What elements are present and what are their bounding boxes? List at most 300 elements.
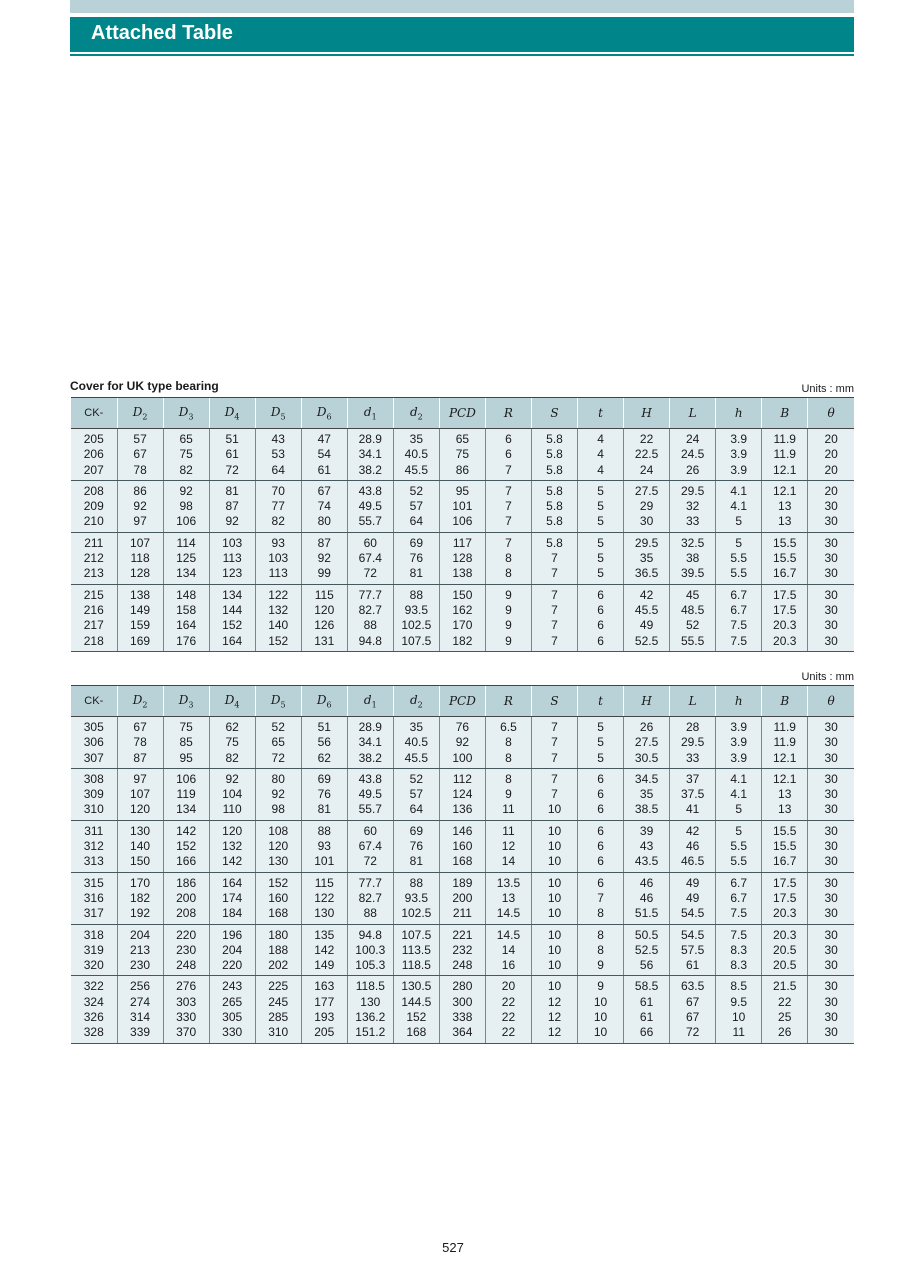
table-cell [485,872,531,924]
cell-value: 35 [639,787,654,802]
cell-value: 7 [551,602,558,617]
cell-value: 75 [455,447,470,462]
cell-value: 215 [83,587,104,602]
cell-value: 67 [133,720,147,734]
cell-value: 132 [268,602,289,617]
table-cell [716,717,762,769]
cell-value: 35 [409,720,424,734]
table-cell [578,924,624,976]
cell-value: 67 [133,447,147,462]
cell-value: 11.9 [773,432,796,446]
cell-value: 57.5 [680,942,705,957]
cell-value: 144 [222,602,243,617]
cell-value: 47 [317,432,331,446]
table-cell [301,872,347,924]
cell-value: 13 [501,890,516,905]
cell-value: 92 [133,499,147,514]
cell-value: 193 [314,1010,335,1025]
cell-value: 10 [732,1010,746,1025]
cell-value: 12 [547,1025,562,1040]
cell-value: 5.8 [546,462,563,477]
cell-value: 42 [685,823,700,838]
table-cell [301,429,347,481]
cell-value: 182 [452,633,473,648]
cell-value: 29.5 [634,535,659,550]
cell-value: 13.5 [496,875,521,890]
column-header: h [716,686,762,717]
table-cell [71,924,117,976]
cell-value: 98 [271,802,285,817]
cell-value: 9 [505,587,512,602]
cell-value: 55.5 [680,633,705,648]
cell-value: 10 [547,802,562,817]
cell-value: 102.5 [401,618,432,633]
cell-value: 225 [268,979,289,994]
cell-value: 13 [778,514,792,529]
cell-value: 104 [222,787,243,802]
table-cell [255,976,301,1043]
cell-value: 8.5 [730,979,748,994]
cell-value: 76 [409,839,424,854]
table-cell [808,820,854,872]
table-cell [762,820,808,872]
column-header: B [762,686,808,717]
cell-value: 6 [597,802,604,817]
cell-value: 8 [505,735,512,750]
cell-value: 35 [409,432,424,446]
cell-value: 318 [83,927,104,942]
cell-value: 16 [501,958,516,973]
cell-value: 7 [551,750,558,765]
cell-value: 60 [363,535,377,550]
cell-value: 20 [824,432,838,446]
table-cell [578,480,624,532]
cell-value: 78 [133,462,147,477]
cell-value: 131 [314,633,335,648]
table-cell [209,924,255,976]
cell-value: 310 [268,1025,289,1040]
cell-value: 82 [179,462,193,477]
cell-value: 75 [225,735,239,750]
cell-value: 322 [83,979,104,994]
cell-value: 61 [685,958,700,973]
table-cell [209,717,255,769]
cell-value: 98 [179,499,193,514]
cell-value: 64 [271,462,285,477]
table-cell [578,584,624,651]
cell-value: 7 [551,771,558,786]
cell-value: 107.5 [401,927,432,942]
cell-value: 319 [83,942,104,957]
table-cell [808,429,854,481]
cell-value: 10 [547,839,562,854]
cell-value: 30 [824,602,838,617]
cell-value: 22 [639,432,654,446]
cell-value: 51 [225,432,239,446]
cell-value: 5 [597,551,604,566]
cell-value: 364 [452,1025,473,1040]
table-cell [301,768,347,820]
table1-units: Units : mm [801,383,854,395]
cell-value: 10 [593,994,608,1009]
cell-value: 15.5 [773,535,797,550]
table-row-group [71,976,854,1043]
cell-value: 210 [83,514,104,529]
cell-value: 30 [824,854,838,869]
cell-value: 5 [597,483,604,498]
cell-value: 192 [130,906,151,921]
cell-value: 3.9 [730,735,748,750]
cell-value: 132 [222,839,243,854]
cell-value: 61 [317,462,331,477]
cell-value: 85 [179,735,193,750]
cell-value: 5 [597,735,604,750]
cell-value: 28.9 [358,720,382,734]
cell-value: 14.5 [496,927,521,942]
cell-value: 33 [685,514,700,529]
table-cell [255,717,301,769]
cell-value: 60 [363,823,377,838]
table-row-group [71,480,854,532]
table-cell [71,872,117,924]
cell-value: 118 [130,551,150,566]
cell-value: 7 [551,633,558,648]
cell-value: 146 [452,823,473,838]
cell-value: 245 [268,994,289,1009]
cell-value: 82 [225,750,239,765]
cell-value: 142 [222,854,243,869]
cell-value: 6 [597,787,604,802]
cell-value: 65 [271,735,285,750]
cell-value: 58.5 [634,979,659,994]
table-cell [439,584,485,651]
cell-value: 134 [222,587,243,602]
cell-value: 30 [824,906,838,921]
table1 [71,397,854,652]
cell-value: 107 [130,535,151,550]
table-cell [762,976,808,1043]
table-cell [393,584,439,651]
table-cell [439,872,485,924]
cell-value: 30 [639,514,654,529]
table-cell [762,924,808,976]
table-cell [762,717,808,769]
cell-value: 115 [314,587,334,602]
table-cell [209,768,255,820]
cell-value: 310 [83,802,104,817]
cell-value: 177 [314,994,335,1009]
cell-value: 107.5 [401,633,432,648]
cell-value: 103 [268,551,289,566]
table-cell [716,429,762,481]
cell-value: 209 [83,499,104,514]
column-header: t [578,686,624,717]
cell-value: 169 [130,633,151,648]
table-cell [808,480,854,532]
table-cell [117,429,163,481]
cell-value: 248 [452,958,473,973]
cell-value: 6 [597,875,604,890]
cell-value: 94.8 [358,927,382,942]
column-header: $d_1$ [347,686,393,717]
column-header: PCD [439,686,485,717]
cell-value: 213 [83,566,104,581]
table-cell [578,976,624,1043]
cell-value: 72 [363,566,377,581]
cell-value: 6 [597,587,604,602]
cell-value: 66 [639,1025,654,1040]
cell-value: 3.9 [730,720,748,734]
cell-value: 7 [551,566,558,581]
cell-value: 136 [452,802,473,817]
table-cell [439,976,485,1043]
cell-value: 93 [317,839,331,854]
table-cell [117,768,163,820]
cell-value: 3.9 [730,432,748,446]
cell-value: 13 [778,499,792,514]
cell-value: 81 [317,802,331,817]
cell-value: 256 [130,979,151,994]
table-cell [117,820,163,872]
table-cell [209,976,255,1043]
column-header: B [762,398,808,429]
cell-value: 311 [84,823,104,838]
cell-value: 200 [176,890,197,905]
cell-value: 87 [317,535,331,550]
table-row-group [71,820,854,872]
cell-value: 10 [547,875,562,890]
cell-value: 15.5 [773,551,797,566]
table-cell [531,717,577,769]
cell-value: 30 [824,942,838,957]
cell-value: 6 [597,618,604,633]
table-cell [71,480,117,532]
column-header: t [578,398,624,429]
cell-value: 166 [176,854,197,869]
cell-value: 53 [271,447,285,462]
table-cell [531,924,577,976]
column-header: S [531,398,577,429]
column-header: R [485,686,531,717]
cell-value: 149 [314,958,335,973]
column-header: $d_2$ [393,686,439,717]
table-cell [393,924,439,976]
table-cell [716,584,762,651]
table-cell [255,532,301,584]
column-header: R [485,398,531,429]
cell-value: 243 [222,979,243,994]
cell-value: 112 [452,771,472,786]
cell-value: 130 [360,994,381,1009]
cell-value: 75 [179,447,193,462]
cell-value: 300 [452,994,473,1009]
cell-value: 103 [222,535,243,550]
table-cell [485,480,531,532]
cell-value: 6 [597,854,604,869]
cell-value: 152 [406,1010,427,1025]
cell-value: 5 [597,535,604,550]
cell-value: 24.5 [680,447,705,462]
cell-value: 22.5 [634,447,659,462]
column-header: h [716,398,762,429]
table-cell [531,768,577,820]
cell-value: 20.3 [773,633,797,648]
cell-value: 140 [130,839,151,854]
table-cell [485,532,531,584]
cell-value: 152 [268,633,289,648]
cell-value: 40.5 [404,735,429,750]
table-cell [347,717,393,769]
cell-value: 162 [452,602,473,617]
cell-value: 5.8 [546,483,563,498]
cell-value: 4.1 [730,787,748,802]
cell-value: 113 [222,551,242,566]
cell-value: 95 [179,750,193,765]
cell-value: 30 [824,787,838,802]
cell-value: 10 [547,927,562,942]
cell-value: 6 [597,771,604,786]
cell-value: 45.5 [404,462,429,477]
table-cell [716,872,762,924]
table-cell [117,717,163,769]
cell-value: 82.7 [358,890,382,905]
cell-value: 126 [314,618,335,633]
cell-value: 67 [685,994,700,1009]
cell-value: 230 [176,942,197,957]
cell-value: 7 [505,499,512,514]
column-header: $D_5$ [255,686,301,717]
table-cell [301,480,347,532]
cell-value: 82.7 [358,602,382,617]
cell-value: 56 [639,958,654,973]
table-cell [439,820,485,872]
cell-value: 119 [176,787,196,802]
cell-value: 12.1 [773,483,797,498]
cell-value: 30 [824,771,838,786]
table-cell [808,924,854,976]
cell-value: 49 [685,875,700,890]
table-cell [670,480,716,532]
cell-value: 11.9 [773,447,796,462]
cell-value: 7 [551,735,558,750]
cell-value: 7.5 [730,906,748,921]
cell-value: 30 [824,958,838,973]
table-cell [439,429,485,481]
cell-value: 8 [505,750,512,765]
table-cell [578,532,624,584]
table-cell [670,584,716,651]
cell-value: 7.5 [730,633,748,648]
cell-value: 7 [551,787,558,802]
table-cell [670,429,716,481]
cell-value: 33 [685,750,700,765]
cell-value: 202 [268,958,289,973]
table-cell [163,820,209,872]
cell-value: 49.5 [358,787,382,802]
cell-value: 11 [502,802,515,817]
table-cell [71,768,117,820]
table-cell [209,820,255,872]
cell-value: 5 [735,535,743,550]
column-header: CK- [71,398,117,429]
cell-value: 10 [547,906,562,921]
cell-value: 315 [83,875,104,890]
table-cell [624,820,670,872]
cell-value: 92 [225,514,239,529]
cell-value: 211 [84,535,104,550]
cell-value: 10 [593,1025,608,1040]
column-header: H [624,398,670,429]
table-cell [762,532,808,584]
cell-value: 4.1 [730,483,748,498]
cell-value: 152 [268,875,289,890]
cell-value: 276 [176,979,197,994]
cell-value: 100 [452,750,473,765]
column-header: $D_5$ [255,398,301,429]
table-row-group [71,717,854,769]
cell-value: 50.5 [634,927,659,942]
cell-value: 3.9 [730,447,748,462]
column-header: $d_1$ [347,398,393,429]
table-cell [624,532,670,584]
cell-value: 6 [505,432,512,446]
cell-value: 34.5 [634,771,659,786]
cell-value: 200 [452,890,473,905]
cell-value: 6.7 [730,602,748,617]
cell-value: 5.5 [730,551,748,566]
cell-value: 78 [133,735,147,750]
cell-value: 35 [639,551,654,566]
cell-value: 29.5 [680,483,705,498]
table-cell [301,532,347,584]
cell-value: 184 [222,906,243,921]
cell-value: 208 [83,483,104,498]
cell-value: 30 [824,514,838,529]
table-cell [439,480,485,532]
cell-value: 9 [505,787,512,802]
top-strip [70,0,854,13]
cell-value: 38.5 [634,802,659,817]
cell-value: 9 [505,633,512,648]
cell-value: 128 [452,551,473,566]
table-cell [670,924,716,976]
table-cell [531,480,577,532]
cell-value: 41 [685,802,700,817]
table-cell [71,820,117,872]
cell-value: 189 [452,875,473,890]
cell-value: 12 [547,994,562,1009]
cell-value: 142 [176,823,197,838]
column-header: $D_3$ [163,686,209,717]
cell-value: 305 [83,720,104,734]
cell-value: 86 [133,483,147,498]
table-cell [71,429,117,481]
cell-value: 135 [314,927,335,942]
cell-value: 30.5 [634,750,659,765]
column-header: $D_2$ [117,686,163,717]
cell-value: 92 [317,551,331,566]
cell-value: 7 [505,514,512,529]
column-header: L [670,686,716,717]
column-header: $D_6$ [301,398,347,429]
cell-value: 160 [452,839,473,854]
table-cell [71,976,117,1043]
table-cell [393,768,439,820]
cell-value: 188 [268,942,289,957]
cell-value: 32.5 [680,535,705,550]
cell-value: 313 [83,854,104,869]
cell-value: 13 [778,802,792,817]
